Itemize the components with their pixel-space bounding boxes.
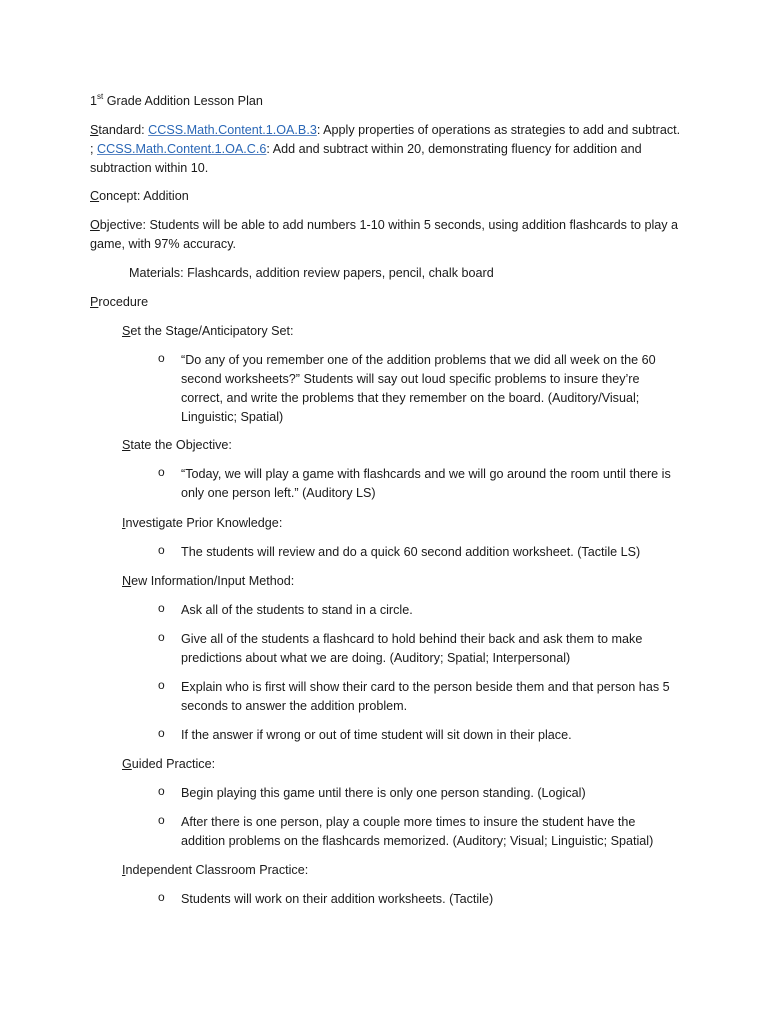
procedure-label-rest: rocedure: [98, 295, 149, 309]
concept-label-rest: oncept:: [99, 189, 141, 203]
heading-first-letter: G: [122, 757, 132, 771]
list-item: Ask all of the students to stand in a circle.: [181, 603, 413, 617]
section-heading-set-stage: [122, 322, 294, 341]
heading-rest: uided Practice:: [131, 757, 216, 771]
procedure-label-first: P: [90, 295, 99, 309]
bullet-icon: o: [158, 813, 165, 827]
objective-paragraph: [90, 216, 685, 254]
concept-label-first: C: [90, 189, 100, 203]
title-rest: Grade Addition Lesson Plan: [103, 94, 263, 108]
list-item: Students will work on their addition worksheets. (Tactile): [181, 892, 494, 906]
section-heading-new-info: [122, 572, 294, 591]
heading-rest: ndependent Classroom Practice:: [125, 863, 309, 877]
page-title: [90, 92, 263, 111]
concept-value: Addition: [140, 189, 189, 203]
bullet-icon: o: [158, 465, 165, 479]
heading-rest: et the Stage/Anticipatory Set:: [130, 324, 294, 338]
standard-paragraph: [90, 121, 685, 178]
list-item: “Do any of you remember one of the addition problems that we did all week on the 60 second worksheets?” Students will say out loud specific problems to insure they’re correct, and write the problems that they remember on the board. (Auditory/Visual; Linguistic; Spatial): [181, 353, 656, 424]
bullet-icon: o: [158, 543, 165, 557]
list-item: Give all of the students a flashcard to hold behind their back and ask them to make predictions about what we are doing. (Auditory; Spatial; Interpersonal): [181, 632, 643, 665]
materials-value: Flashcards, addition review papers, pencil, chalk board: [183, 266, 494, 280]
objective-label-rest: bjective:: [99, 218, 146, 232]
objective-value: Students will be able to add numbers 1-10 within 5 seconds, using addition flashcards to play a game, with 97% accuracy.: [90, 218, 679, 251]
objective-label-first: O: [90, 218, 100, 232]
section-heading-state-objective: [122, 436, 232, 455]
bullet-icon: o: [158, 890, 165, 904]
procedure-heading: [90, 293, 148, 312]
standard-text-2: : Add and subtract within 20, demonstrating fluency for addition and subtraction within 10.: [90, 142, 642, 175]
standard-label-rest: tandard:: [98, 123, 145, 137]
bullet-icon: o: [158, 601, 165, 615]
title-grade-sup: st: [97, 91, 104, 101]
bullet-icon: o: [158, 726, 165, 740]
bullet-icon: o: [158, 351, 165, 365]
section-heading-guided: [122, 755, 215, 774]
heading-first-letter: I: [122, 516, 126, 530]
section-heading-independent: [122, 861, 308, 880]
list-item: Begin playing this game until there is only one person standing. (Logical): [181, 786, 586, 800]
standard-link-1[interactable]: CCSS.Math.Content.1.OA.B.3: [148, 123, 317, 137]
list-item: After there is one person, play a couple more times to insure the student have the addition problems on the flashcards memorized. (Auditory; Visual; Linguistic; Spatial): [181, 815, 654, 848]
standard-text-1: : Apply properties of operations as strategies to add and subtract. ;: [90, 123, 681, 156]
standard-link-2[interactable]: CCSS.Math.Content.1.OA.C.6: [97, 142, 267, 156]
heading-rest: ew Information/Input Method:: [131, 574, 295, 588]
materials-line: [129, 264, 494, 283]
heading-rest: tate the Objective:: [130, 438, 232, 452]
bullet-icon: o: [158, 678, 165, 692]
heading-first-letter: S: [122, 324, 131, 338]
bullet-icon: o: [158, 630, 165, 644]
concept-line: [90, 187, 189, 206]
standard-label-first: S: [90, 123, 99, 137]
title-grade-num: 1: [90, 94, 98, 108]
section-heading-prior-knowledge: [122, 514, 282, 533]
heading-first-letter: I: [122, 863, 126, 877]
list-item: If the answer if wrong or out of time student will sit down in their place.: [181, 728, 572, 742]
list-item: The students will review and do a quick 60 second addition worksheet. (Tactile LS): [181, 545, 641, 559]
materials-label: Materials:: [129, 266, 184, 280]
heading-first-letter: N: [122, 574, 132, 588]
heading-first-letter: S: [122, 438, 131, 452]
heading-rest: nvestigate Prior Knowledge:: [125, 516, 283, 530]
bullet-icon: o: [158, 784, 165, 798]
list-item: Explain who is first will show their card to the person beside them and that person has 5 seconds to answer the addition problem.: [181, 680, 670, 713]
list-item: “Today, we will play a game with flashcards and we will go around the room until there is only one person left.” (Auditory LS): [181, 467, 671, 500]
